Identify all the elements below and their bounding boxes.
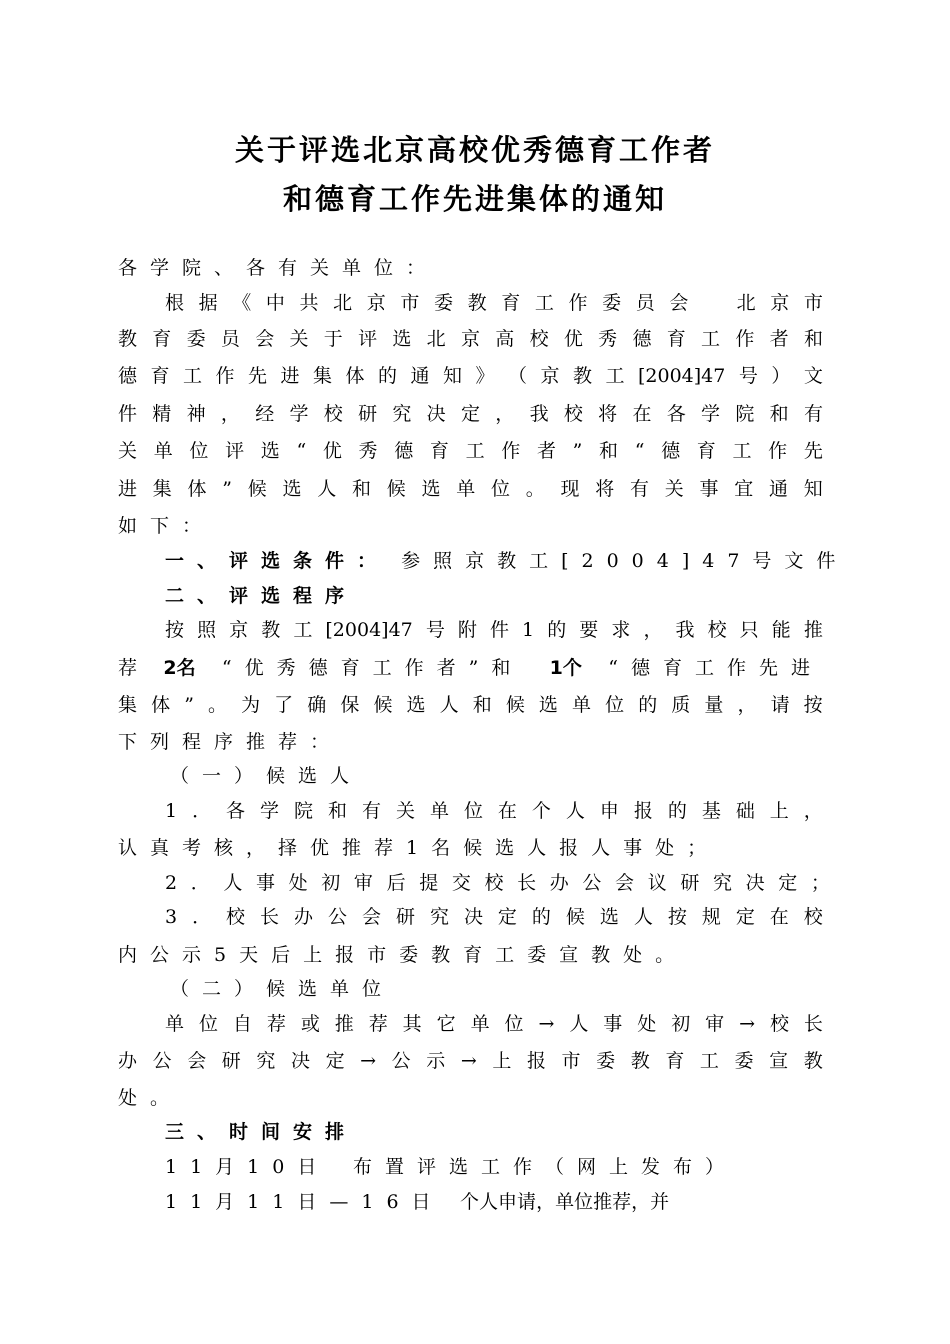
para2-line: 下列程序推荐：: [118, 731, 343, 753]
sub1-item: 认真考核，择优推荐1名候选人报人事处；: [118, 837, 720, 859]
sub2-line: 处。: [118, 1087, 183, 1109]
schedule-task: 布置评选工作（网上发布）: [353, 1156, 738, 1178]
sub2-line: 办 公 会 研 究 决 定 → 公 示 → 上 报 市 委 教 育 工 委 宣 教: [118, 1050, 823, 1072]
para1-line: 根 据 《 中 共 北 京 市 委 教 育 工 作 委 员 会 北 京 市: [165, 292, 823, 314]
sub1-heading: （一）候选人: [170, 765, 363, 787]
para2-text: “优秀德育工作者”和: [221, 657, 524, 679]
salutation: 各学院、各有关单位：: [118, 257, 439, 279]
section1-heading: 一、评选条件：: [165, 550, 390, 572]
schedule-row: [165, 1188, 823, 1216]
para1-line: 件 精 神 ， 经 学 校 研 究 决 定 ， 我 校 将 在 各 学 院 和 有: [118, 403, 823, 425]
para1-line: 如下：: [118, 515, 215, 537]
sub1-item: 2 ． 人 事 处 初 审 后 提 交 校 长 办 公 会 议 研 究 决 定 ；: [165, 872, 830, 894]
para2-count: 1个: [549, 657, 582, 679]
para2-text: 荐: [118, 657, 138, 679]
section2-heading: 二、评选程序: [165, 585, 358, 607]
para1-line: 进 集 体 ” 候 选 人 和 候 选 单 位 。 现 将 有 关 事 宜 通 知: [118, 478, 823, 500]
para2-text: “德育工作先进: [608, 657, 823, 679]
sub2-heading: （二）候选单位: [170, 978, 395, 1000]
para2-line: 集 体 ” 。 为 了 确 保 候 选 人 和 候 选 单 位 的 质 量 ， 请 按: [118, 694, 823, 716]
para2-line: [118, 654, 823, 682]
section1-text: 参照京教工[2004]47号文件: [401, 550, 849, 572]
para1-line: 德 育 工 作 先 进 集 体 的 通 知 》 （ 京 教 工 [2004]47 号 ） 文: [118, 365, 823, 387]
title-line-1: 关于评选北京高校优秀德育工作者: [234, 133, 715, 167]
sub2-line: 单 位 自 荐 或 推 荐 其 它 单 位 → 人 事 处 初 审 → 校 长: [165, 1013, 823, 1035]
para1-line: 关 单 位 评 选 “ 优 秀 德 育 工 作 者 ” 和 “ 德 育 工 作 先: [118, 440, 823, 462]
section3-heading: 三、时间安排: [165, 1121, 358, 1143]
para2-line: 按 照 京 教 工 [2004]47 号 附 件 1 的 要 求 ， 我 校 只 能 推: [165, 619, 823, 641]
sub1-item: 3 ． 校 长 办 公 会 研 究 决 定 的 候 选 人 按 规 定 在 校: [165, 906, 823, 928]
title-line-2: 和德育工作先进集体的通知: [282, 182, 667, 216]
schedule-date: 11月10日: [165, 1156, 330, 1178]
para1-line: 教 育 委 员 会 关 于 评 选 北 京 高 校 优 秀 德 育 工 作 者 和: [118, 328, 823, 350]
section1: [165, 547, 849, 575]
para2-count: 2名: [163, 657, 196, 679]
schedule-date: 11月11日—16日: [165, 1191, 444, 1213]
schedule-row: [165, 1153, 823, 1181]
schedule-task: 个人申请，单位推荐，并: [460, 1191, 670, 1213]
sub1-item: 内公示5天后上报市委教育工委宣教处。: [118, 944, 688, 966]
sub1-item: 1 ． 各 学 院 和 有 关 单 位 在 个 人 申 报 的 基 础 上 ，: [165, 800, 823, 822]
